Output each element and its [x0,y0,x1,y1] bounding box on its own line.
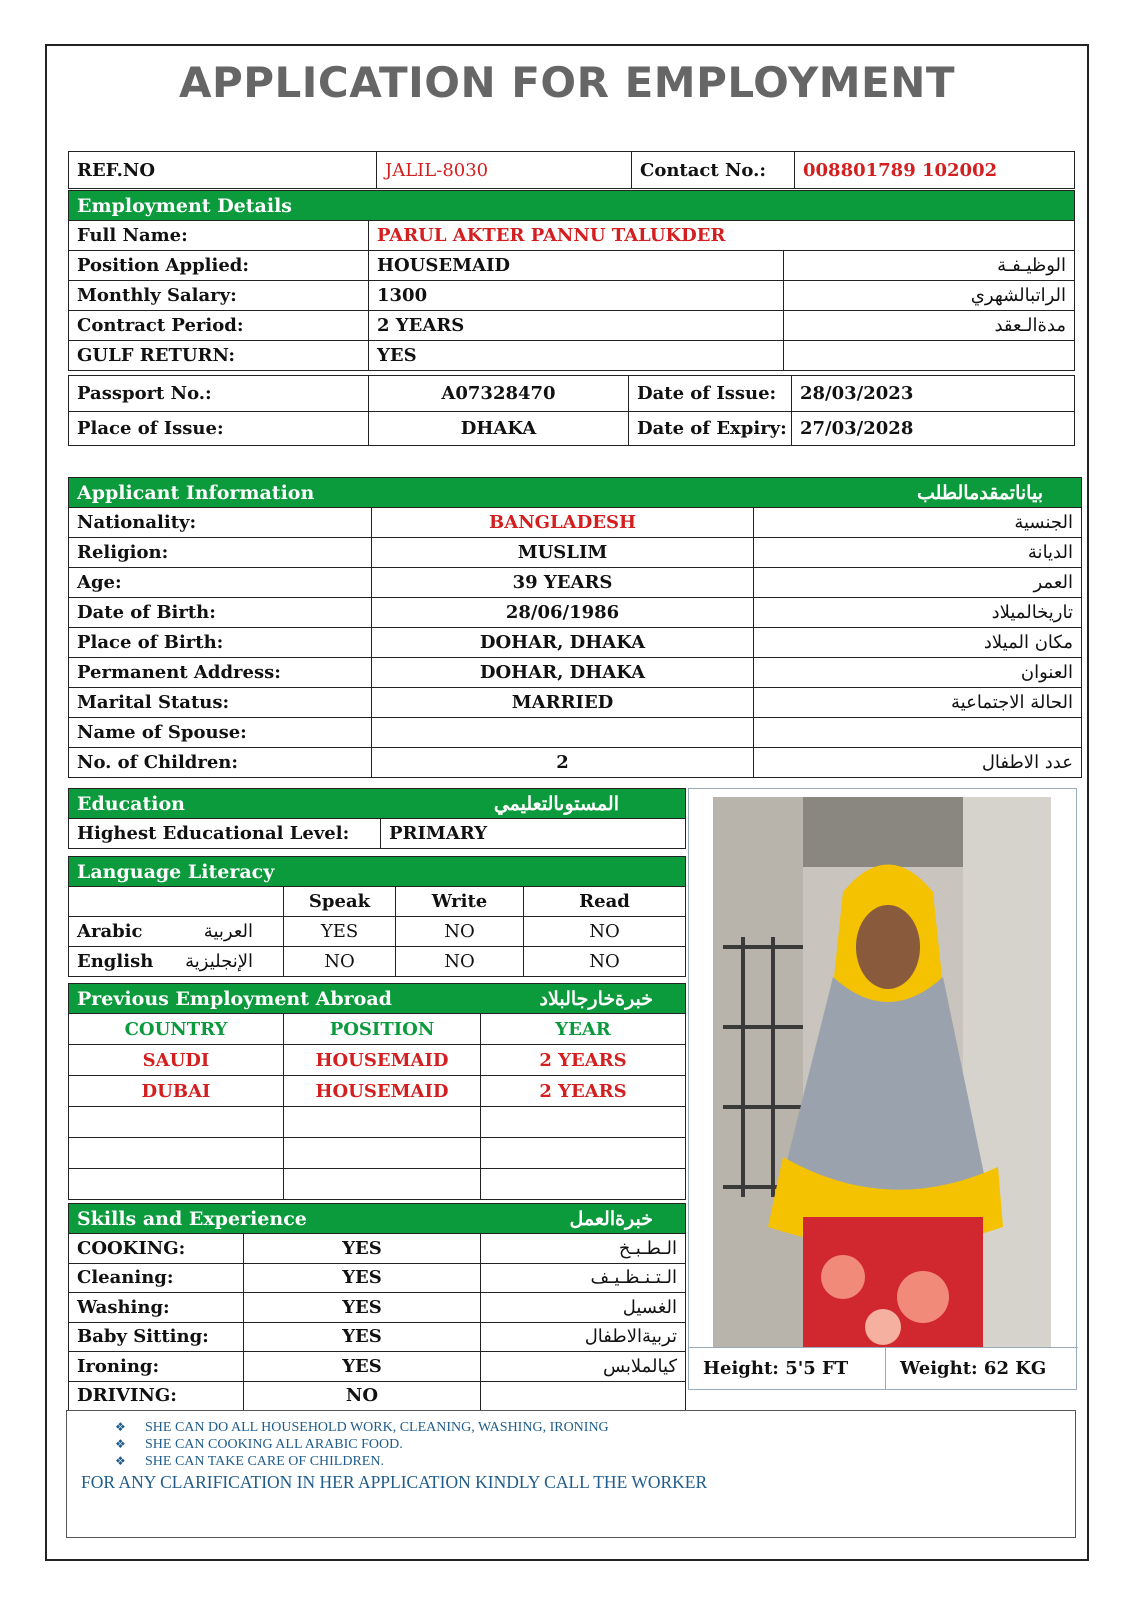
place-issue-label: Place of Issue: [69,412,369,446]
education-header-label: Education [77,792,185,815]
language-header: Language Literacy [69,857,686,887]
passport-value: A07328470 [369,376,629,412]
education-header-arabic: المستوىالتعليمي [493,792,619,815]
contract-value: 2 YEARS [369,311,784,341]
applicant-label: Permanent Address: [69,658,372,688]
applicant-value: DOHAR, DHAKA [372,658,754,688]
applicant-row [69,718,1082,748]
skill-arabic: الغسيل [481,1293,686,1323]
applicant-arabic: الجنسية [754,508,1082,538]
lang-english-name: English [77,951,154,972]
skill-row [69,1263,686,1293]
note-item: ❖ SHE CAN TAKE CARE OF CHILDREN. [115,1453,1061,1470]
notes-box [66,1410,1076,1538]
skill-arabic: الـطـبـخ [481,1234,686,1264]
applicant-header [69,478,1082,508]
full-name-value: PARUL AKTER PANNU TALUKDER [369,221,1075,251]
skill-value: YES [244,1234,481,1264]
education-value: PRIMARY [381,819,686,849]
applicant-arabic: الديانة [754,538,1082,568]
page-title: APPLICATION FOR EMPLOYMENT [178,58,956,107]
salary-value: 1300 [369,281,784,311]
weight-value: Weight: 62 KG [900,1358,1047,1379]
english-read: NO [524,947,686,977]
applicant-label: No. of Children: [69,748,372,778]
employment-header: Employment Details [69,191,1075,221]
skill-label: Cleaning: [69,1263,244,1293]
lang-english-ar: الإنجليزية [185,951,253,972]
skill-value: YES [244,1322,481,1352]
applicant-label: Marital Status: [69,688,372,718]
prev-position-2: HOUSEMAID [284,1076,481,1107]
applicant-value: MARRIED [372,688,754,718]
applicant-value: 2 [372,748,754,778]
english-write: NO [396,947,524,977]
previous-header-arabic: خبرةخارجالبلاد [539,987,654,1010]
skill-label: DRIVING: [69,1381,244,1411]
place-issue-value: DHAKA [369,412,629,446]
applicant-header-arabic: بياناتمقدمالطلب [916,481,1043,504]
arabic-write: NO [396,917,524,947]
issue-date-value: 28/03/2023 [792,376,1075,412]
skills-header-label: Skills and Experience [77,1207,307,1230]
applicant-arabic: العمر [754,568,1082,598]
applicant-arabic: تاريخالميلاد [754,598,1082,628]
note-item: ❖ SHE CAN COOKING ALL ARABIC FOOD. [115,1436,1061,1453]
applicant-row [69,568,1082,598]
skill-label: Baby Sitting: [69,1322,244,1352]
applicant-row [69,658,1082,688]
col-position: POSITION [284,1014,481,1045]
skill-row [69,1352,686,1382]
gulf-value: YES [369,341,784,371]
note-item: ❖ SHE CAN DO ALL HOUSEHOLD WORK, CLEANING, WASHING, IRONING [115,1419,1061,1436]
prev-empty [481,1107,686,1138]
arabic-read: NO [524,917,686,947]
gulf-empty [784,341,1075,371]
notes-final: FOR ANY CLARIFICATION IN HER APPLICATION KINDLY CALL THE WORKER [81,1472,708,1492]
passport-label: Passport No.: [69,376,369,412]
skill-arabic [481,1381,686,1411]
applicant-arabic: الحالة الاجتماعية [754,688,1082,718]
prev-empty [284,1169,481,1200]
expiry-value: 27/03/2028 [792,412,1075,446]
lang-english [69,947,284,977]
applicant-value: 39 YEARS [372,568,754,598]
skill-label: Ironing: [69,1352,244,1382]
skill-value: NO [244,1381,481,1411]
applicant-label: Date of Birth: [69,598,372,628]
applicant-row [69,628,1082,658]
applicant-row [69,598,1082,628]
skill-arabic: الـتـنـظـيـف [481,1263,686,1293]
salary-arabic: الراتبالشهري [784,281,1075,311]
language-corner [69,887,284,917]
salary-label: Monthly Salary: [69,281,369,311]
prev-year-2: 2 YEARS [481,1076,686,1107]
applicant-row [69,748,1082,778]
previous-header-label: Previous Employment Abroad [77,987,392,1010]
applicant-header-label: Applicant Information [77,481,315,504]
prev-empty [69,1169,284,1200]
skill-value: YES [244,1352,481,1382]
education-header [69,789,686,819]
passport-table [68,375,1075,446]
prev-country-1: SAUDI [69,1045,284,1076]
applicant-value: DOHAR, DHAKA [372,628,754,658]
contract-arabic: مدةالـعقد [784,311,1075,341]
previous-table [68,983,686,1200]
position-label: Position Applied: [69,251,369,281]
col-speak: Speak [284,887,396,917]
prev-empty [69,1107,284,1138]
position-value: HOUSEMAID [369,251,784,281]
notes-list [115,1419,1061,1470]
skill-value: YES [244,1293,481,1323]
prev-position-1: HOUSEMAID [284,1045,481,1076]
issue-date-label: Date of Issue: [629,376,792,412]
expiry-label: Date of Expiry: [629,412,792,446]
contract-label: Contract Period: [69,311,369,341]
previous-header [69,984,686,1014]
lang-arabic-name: Arabic [77,921,143,942]
gulf-label: GULF RETURN: [69,341,369,371]
height-weight-row [689,1347,1078,1389]
height-value: Height: 5'5 FT [689,1348,886,1389]
applicant-arabic: عدد الاطفال [754,748,1082,778]
ref-value: JALIL-8030 [377,152,632,189]
applicant-value: BANGLADESH [372,508,754,538]
applicant-row [69,688,1082,718]
ref-table [68,151,1075,189]
col-read: Read [524,887,686,917]
prev-empty [69,1138,284,1169]
education-table [68,788,686,849]
prev-country-2: DUBAI [69,1076,284,1107]
applicant-value: MUSLIM [372,538,754,568]
arabic-speak: YES [284,917,396,947]
applicant-label: Name of Spouse: [69,718,372,748]
applicant-label: Nationality: [69,508,372,538]
applicant-label: Place of Birth: [69,628,372,658]
applicant-photo [713,797,1051,1347]
prev-empty [284,1138,481,1169]
skill-label: COOKING: [69,1234,244,1264]
applicant-label: Age: [69,568,372,598]
prev-empty [481,1169,686,1200]
applicant-label: Religion: [69,538,372,568]
applicant-arabic: مكان الميلاد [754,628,1082,658]
language-table [68,856,686,977]
skill-row [69,1293,686,1323]
skill-row [69,1381,686,1411]
photo-box [688,788,1077,1390]
skills-header [69,1204,686,1234]
english-speak: NO [284,947,396,977]
full-name-label: Full Name: [69,221,369,251]
education-label: Highest Educational Level: [69,819,381,849]
skill-arabic: تربيةالاطفال [481,1322,686,1352]
skill-value: YES [244,1263,481,1293]
col-country: COUNTRY [69,1014,284,1045]
applicant-value: 28/06/1986 [372,598,754,628]
ref-label: REF.NO [69,152,377,189]
prev-empty [284,1107,481,1138]
applicant-row [69,538,1082,568]
skills-header-arabic: خبرةالعمل [569,1207,654,1230]
skill-arabic: كيالملابس [481,1352,686,1382]
skills-table [68,1203,686,1411]
col-year: YEAR [481,1014,686,1045]
lang-arabic [69,917,284,947]
applicant-arabic: العنوان [754,658,1082,688]
skill-label: Washing: [69,1293,244,1323]
contact-label: Contact No.: [632,152,795,189]
applicant-row [69,508,1082,538]
applicant-arabic [754,718,1082,748]
skill-row [69,1322,686,1352]
col-write: Write [396,887,524,917]
applicant-value [372,718,754,748]
lang-arabic-ar: العربية [203,921,253,942]
skill-row [69,1234,686,1264]
contact-value: 008801789 102002 [795,152,1075,189]
employment-table [68,190,1075,371]
prev-year-1: 2 YEARS [481,1045,686,1076]
prev-empty [481,1138,686,1169]
applicant-table [68,477,1082,778]
position-arabic: الوظيـفـة [784,251,1075,281]
